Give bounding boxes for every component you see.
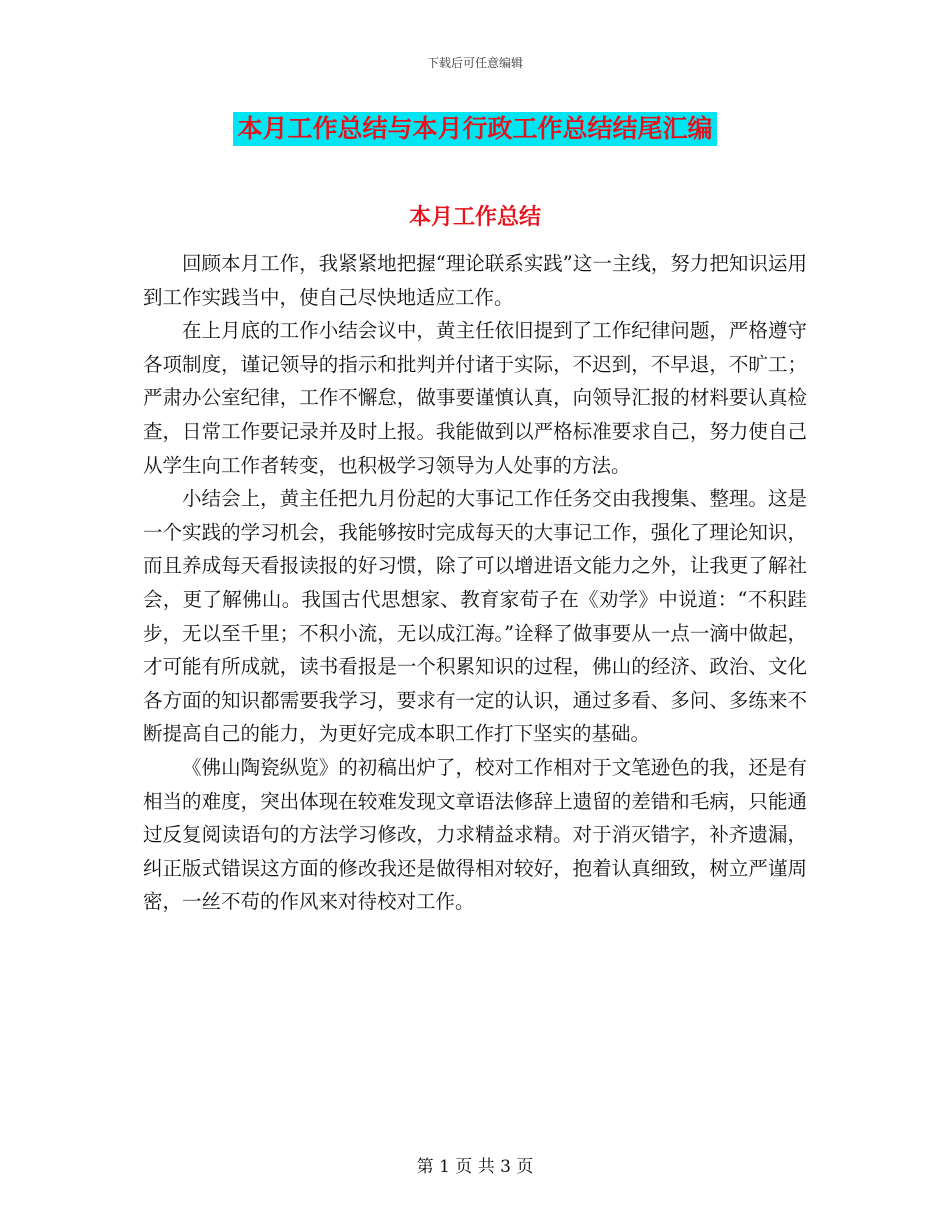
document-body [143, 247, 807, 919]
paragraph: 回顾本月工作，我紧紧地把握“理论联系实践”这一主线，努力把知识运用到工作实践当中，使自己尽快地适应工作。 [143, 252, 807, 309]
paragraph: 在上月底的工作小结会议中，黄主任依旧提到了工作纪律问题，严格遵守各项制度，谨记领导的指示和批判并付诸于实际，不迟到，不早退，不旷工；严肃办公室纪律，工作不懈怠，做事要谨慎认真，向领导汇报的材料要认真检查，日常工作要记录并及时上报。我能做到以严格标准要求自己，努力使自己从学生向工作者转变，也积极学习领导为人处事的方法。 [143, 319, 807, 477]
document-title: 本月工作总结与本月行政工作总结结尾汇编 [233, 112, 716, 146]
paragraph: 《佛山陶瓷纵览》的初稿出炉了，校对工作相对于文笔逊色的我，还是有相当的难度，突出体现在较难发现文章语法修辞上遗留的差错和毛病，只能通过反复阅读语句的方法学习修改，力求精益求精。对于消灭错字，补齐遗漏，纠正版式错误这方面的修改我还是做得相对较好，抱着认真细致，树立严谨周密，一丝不苟的作风来对待校对工作。 [143, 755, 807, 914]
document-title-container [0, 112, 950, 146]
page-number: 第 1 页 共 3 页 [416, 1157, 534, 1177]
header-note: 下载后可任意编辑 [426, 56, 523, 70]
section-title: 本月工作总结 [408, 205, 541, 230]
paragraph: 小结会上，黄主任把九月份起的大事记工作任务交由我搜集、整理。这是一个实践的学习机会，我能够按时完成每天的大事记工作，强化了理论知识，而且养成每天看报读报的好习惯，除了可以增进语文能力之外，让我更了解社会，更了解佛山。我国古代思想家、教育家荀子在《劝学》中说道：“不积跬步，无以至千里；不积小流，无以成江海。”诠释了做事要从一点一滴中做起，才可能有所成就，读书看报是一个积累知识的过程，佛山的经济、政治、文化各方面的知识都需要我学习，要求有一定的认识，通过多看、多问、多练来不断提高自己的能力，为更好完成本职工作打下坚实的基础。 [143, 487, 807, 746]
